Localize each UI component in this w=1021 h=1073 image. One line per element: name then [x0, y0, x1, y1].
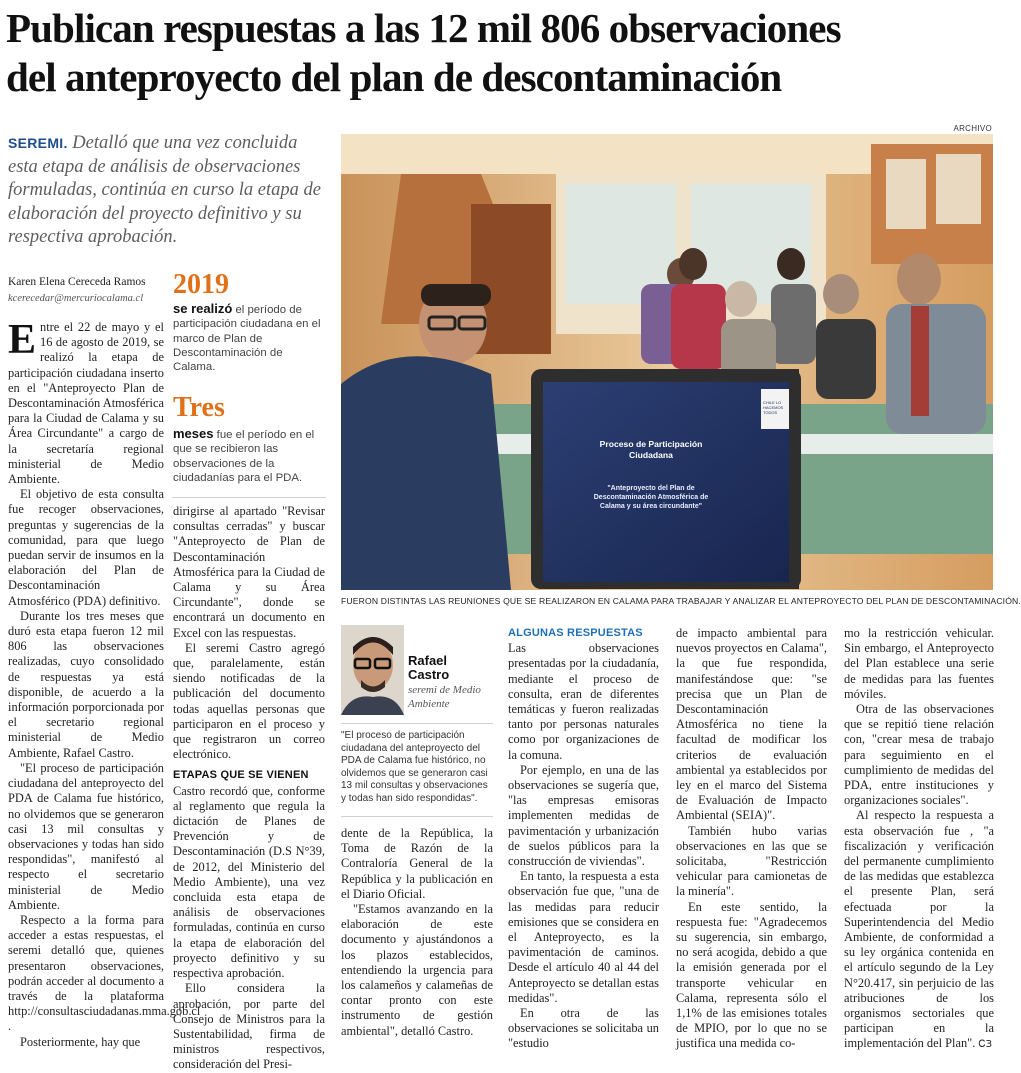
col4-paragraph-4: En otra de las observaciones se solicitaba un "estudio — [508, 1006, 659, 1051]
fact-lead-2: meses — [173, 426, 214, 441]
col3-paragraph-2: "Estamos avanzando en la elaboración de este documento y ajustándonos a los plazos establecidos, entendiendo la urgencia para los calameños y calameñas de contar pronto con este instrumento de gestión ambiental", detalló Castro. — [341, 902, 493, 1038]
byline-author: Karen Elena Cereceda Ramos — [8, 276, 146, 288]
col1-p1-text: ntre el 22 de mayo y el 16 de agosto de 2019, se realizó la etapa de participación ciudadana inserto en el "Anteproyecto Plan de Descontaminación Atmosférica para la Ciudad de Calama y su Área Circundante" a cargo de la secretaría regional ministerial de Medio Ambiente. — [8, 320, 164, 487]
screen-logo: CHILE LO HACEMOS TODOS — [763, 400, 784, 415]
col1-paragraph-5: Respecto a la forma para acceder a estas respuestas, el seremi detalló que, quienes presentaron observaciones, podrán acceder al documento a través de la plataforma http://consultasciudadanas.mma.gob.cl . — [8, 912, 201, 1034]
headline-line-1: Publican respuestas a las 12 mil 806 observaciones — [6, 5, 841, 51]
col2-paragraph-4: Ello considera la aprobación, por parte del Consejo de Ministros para la Sustentabilidad, firma de ministros respectivos, consideración del Presi- — [173, 981, 325, 1072]
screen-title: Proceso de Participación Ciudadana — [599, 439, 703, 460]
fact-text-2 — [173, 427, 325, 485]
col4-paragraph-2: Por ejemplo, en una de las observaciones se sugería que, "las empresas emisoras implementen medidas de pavimentación y urbanización de suelos públicos para la construcción de viviendas". — [508, 762, 659, 869]
col2-paragraph-3: Castro recordó que, conforme al reglamento que regula la dictación de Planes de Prevención y de Descontaminación (D.S N°39, de 2012, del Ministerio del Medio Ambiente), una vez concluida esta etapa de análisis de observaciones formuladas, continúa en curso la etapa de elaboración del proyecto definitivo y su respectiva aprobación. — [173, 783, 325, 981]
col5-paragraph-2: También hubo varias observaciones en las que se solicitaba, "Restricción vehicular para camionetas de la minería". — [676, 823, 827, 899]
col5-paragraph-3: En este sentido, la respuesta fue: "Agradecemos su sugerencia, sin embargo, no será acogida, debido a que la emisión generada por el transporte vehicular en Calama, representa sólo el 1,1% de las emisiones totales de MPIO, por lo que no se justifica una medida co- — [676, 899, 827, 1051]
meeting-photo-illustration — [341, 134, 993, 590]
col6-paragraph-2: Otra de las observaciones que se repitió tiene relación con, "crear mesa de trabajo para seguimiento en el cumplimiento de medidas del PDA, entre instituciones y organizaciones sociales". — [844, 702, 994, 808]
col2-paragraph-2: El seremi Castro agregó que, paralelamente, están siendo notificadas de la publicación del documento todas aquellas personas que participaron en el proceso y que registraron un correo electrónico. — [173, 640, 325, 762]
fact-text-1 — [173, 302, 325, 374]
meeting-photo — [341, 134, 993, 590]
fact-number-2: Tres — [173, 392, 225, 423]
end-mark: ᏟЗ — [978, 1039, 992, 1051]
col2-subhead: ETAPAS QUE SE VIENEN — [173, 769, 309, 782]
official-portrait — [341, 625, 404, 715]
col4-subhead: ALGUNAS RESPUESTAS — [508, 627, 643, 639]
official-role: seremi de Medio Ambiente — [408, 684, 481, 710]
article-column-4 — [508, 626, 659, 1052]
col1-paragraph-3: Durante los tres meses que duró esta etapa fueron 12 mil 806 las observaciones realizadas, cuyo consolidado de respuestas ya está disponible, de acuerdo a la información porporcionada por el secretario regional ministerial de Medio Ambiente, Rafael Castro. — [8, 608, 164, 760]
fact-body-2: fue el período en el que se recibieron las observaciones de la ciudadanías para el PDA. — [173, 429, 315, 484]
facts-divider — [172, 497, 326, 498]
col4-paragraph-1: Las observaciones presentadas por la ciudadanía, mediante el proceso de consulta, eran de diferentes temáticas y fueron realizadas tanto por personas naturales como por organizaciones de la comuna. — [508, 641, 659, 762]
photo-caption: FUERON DISTINTAS LAS REUNIONES QUE SE REALIZARON EN CALAMA PARA TRABAJAR Y ANALIZAR EL ANTEPROYECTO DEL PLAN DE DESCONTAMINACIÓN. — [341, 596, 1021, 606]
dropcap: E — [8, 317, 37, 363]
col5-paragraph-1: de impacto ambiental para nuevos proyectos en Calama", la que fue respondida, manifestándose que: "se precisa que un Plan de Descontaminación Atmosférica no tiene la facultad de modificar los criterios de evaluación ambiental ya establecidos por ley en el marco del Sistema de Evaluación de Impacto Ambiental (SEIA)". — [676, 626, 827, 823]
col1-paragraph-6: Posteriormente, hay que — [20, 1034, 141, 1049]
article-column-5 — [676, 626, 827, 1052]
photo-credit: ARCHIVO — [953, 124, 992, 133]
col3-paragraph-1: dente de la República, la Toma de Razón de la Contraloría General de la República y la publicación en el Diario Oficial. — [341, 826, 493, 901]
deck-kicker: SEREMI. — [8, 135, 68, 151]
col6-paragraph-1: mo la restricción vehicular. Sin embargo, el Anteproyecto del Plan establece una serie de medidas para las fuentes móviles. — [844, 626, 994, 701]
col1-paragraph-2: El objetivo de esta consulta fue recoger observaciones, preguntas y sugerencias de la comunidad, para que luego puedan servir de insumos en la elaboración del Plan de Descontaminación Atmosférico (PDA) definitivo. — [8, 487, 164, 608]
deck-text: Detalló que una vez concluida esta etapa de análisis de observaciones formuladas, continúa en curso la etapa de elaboración del proyecto definitivo y su respectiva aprobación. — [8, 133, 321, 247]
article-column-6 — [844, 626, 994, 1053]
article-column-1 — [8, 317, 201, 1050]
fact-lead-1: se realizó — [173, 301, 233, 316]
headline — [6, 4, 996, 102]
quote-divider-top — [341, 723, 493, 724]
col2-paragraph-1: dirigirse al apartado "Revisar consultas cerradas" y buscar "Anteproyecto de Plan de Descontaminación Atmosférica para la Ciudad de Calama y su Área Circundante", donde se encontrará un documento en Excel con las respuestas. — [173, 504, 325, 640]
col1-paragraph-1 — [8, 317, 164, 487]
col6-p3-text: Al respecto la respuesta a esta observación fue , "a fiscalización y verificación del permanente cumplimiento de las medidas que establezca el presente Plan, será efectuada por la Superintendencia del Medio Ambiente, de conformidad a su ley orgánica contenida en el artículo segundo de la Ley N°20.417, sin perjuicio de las atribuciones de los organismos sectoriales que participan en la implementación del Plan". — [844, 808, 994, 1051]
quote-divider-bottom — [341, 816, 493, 817]
official-quote: "El proceso de participación ciudadana del anteproyecto del PDA de Calama fue histórico, no olvidemos que se generaron casi 13 mil consultas y observaciones y todas han sido respondidas". — [341, 730, 488, 804]
official-name: Rafael Castro — [408, 653, 450, 682]
article-column-3 — [341, 826, 493, 1039]
screen-subtitle: "Anteproyecto del Plan de Descontaminación Atmosférica de Calama y su área circundante" — [593, 485, 709, 510]
col4-paragraph-3: En tanto, la respuesta a esta observación fue que, "una de las medidas para reducir emisiones que se considera en el Anteproyecto, es la pavimentación de caminos. Desde el artículo 40 al 44 del Anteproyecto se detallan estas medidas". — [508, 869, 659, 1005]
byline-email: kcerecedar@mercuriocalama.cl — [8, 293, 144, 304]
fact-number-1: 2019 — [173, 269, 229, 300]
col6-paragraph-3 — [844, 808, 994, 1052]
headline-line-2: del anteproyecto del plan de descontaminación — [6, 54, 782, 100]
col1-paragraph-4: "El proceso de participación ciudadana del anteproyecto del PDA de Calama fue histórico, no olvidemos que se generaron casi 13 mil consultas y observaciones y todas han sido respondidas", manifestó al respecto el secretario ministerial de Medio Ambiente. — [8, 760, 164, 912]
portrait-illustration — [341, 625, 404, 715]
deck — [8, 132, 328, 250]
fact-body-1: el período de participación ciudadana en el marco de Plan de Descontaminación de Calama. — [173, 304, 321, 374]
article-column-2 — [173, 504, 325, 1073]
